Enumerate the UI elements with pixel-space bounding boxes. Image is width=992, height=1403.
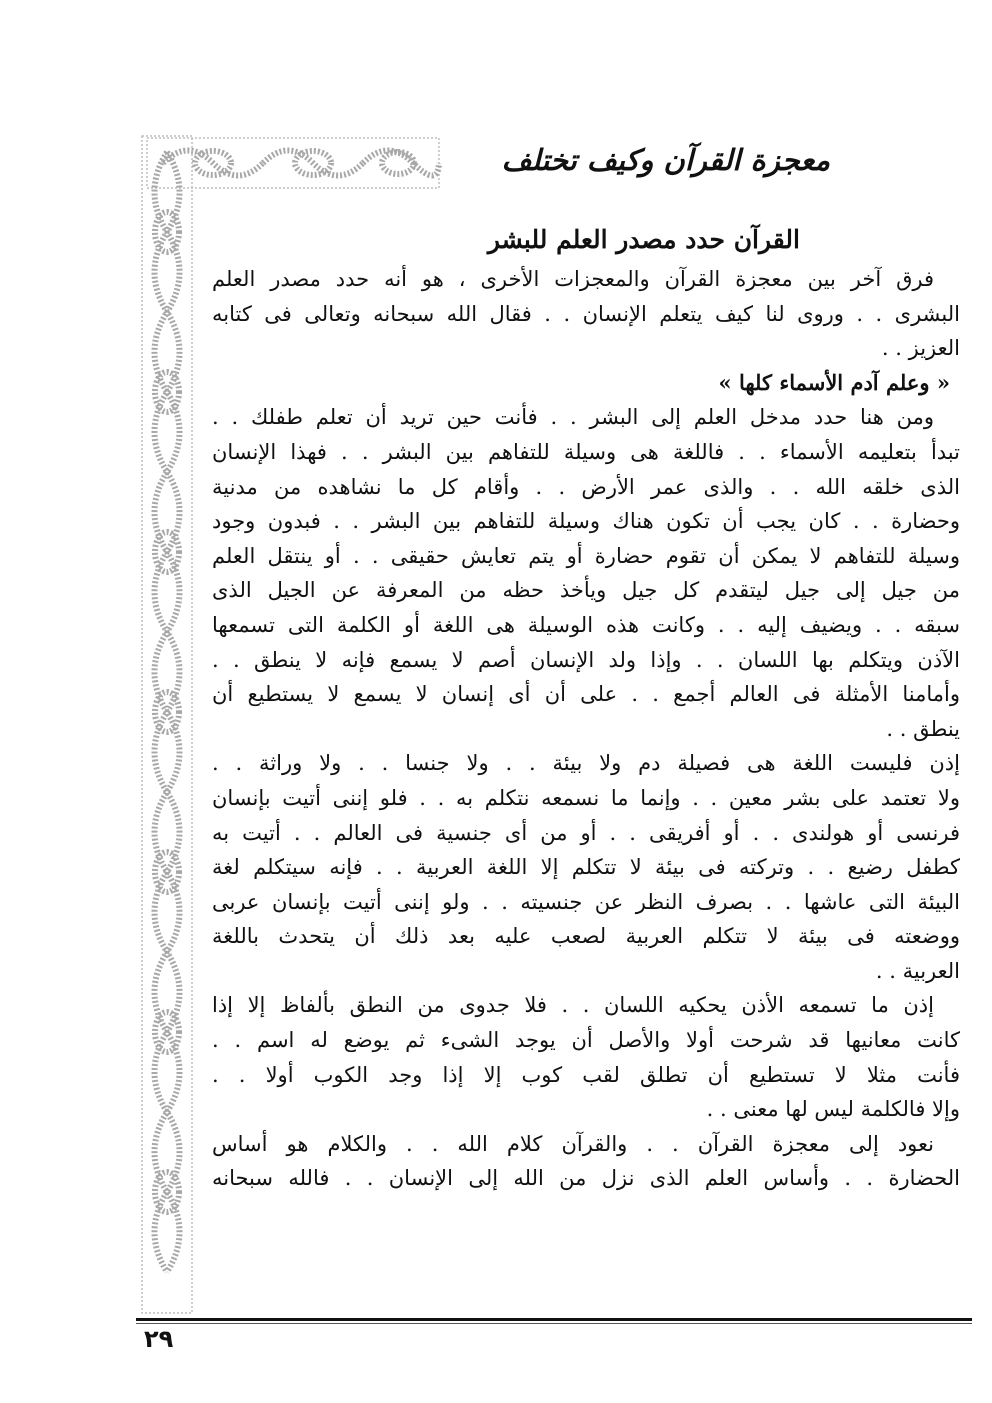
paragraph-line: وأمامنا الأمثلة فى العالم أجمع . . على أن أى إنسان لا يسمع لا يستطيع أن [212, 682, 960, 707]
quran-quote: « وعلم آدم الأسماء كلها » [718, 369, 950, 395]
paragraph-line: سبقه . . ويضيف إليه . . وكانت هذه الوسيلة هى اللغة أو الكلمة التى تسمعها [212, 612, 960, 637]
paragraph-line: نعود إلى معجزة القرآن . . والقرآن كلام الله . . والكلام هو أساس [212, 1131, 934, 1156]
paragraph-line: البشرى . . وروى لنا كيف يتعلم الإنسان . . فقال الله سبحانه وتعالى فى كتابه [212, 301, 960, 326]
paragraph-line: فأنت مثلا لا تستطيع أن تطلق لقب كوب إلا إذا وجد الكوب أولا . . [212, 1062, 960, 1087]
paragraph-line: كطفل رضيع . . وتركته فى بيئة لا تتكلم إلا اللغة العربية . . فإنه سيتكلم لغة [212, 855, 960, 880]
paragraph-line: الذى خلقه الله . . والذى عمر الأرض . . وأقام كل ما نشاهده من مدنية [212, 474, 960, 499]
page-number: ٢٩ [144, 1325, 174, 1353]
paragraph-line: البيئة التى عاشها . . بصرف النظر عن جنسيته . . ولو إننى أتيت بإنسان عربى [212, 889, 960, 914]
paragraph-line: من جيل إلى جيل ليتقدم كل جيل ويأخذ حظه من المعرفة عن الجيل الذى [212, 578, 960, 603]
paragraph-line: العزيز . . [881, 336, 960, 361]
paragraph-line: إذن فليست اللغة هى فصيلة دم ولا بيئة . . ولا جنسا . . ولا وراثة . . [212, 751, 960, 776]
footer-rule [136, 1318, 972, 1321]
paragraph-line: الآذن ويتكلم بها اللسان . . وإذا ولد الإنسان أصم لا يسمع فإنه لا ينطق . . [212, 647, 960, 672]
paragraph-line: فرق آخر بين معجزة القرآن والمعجزات الأخرى ، هو أنه حدد مصدر العلم [212, 267, 934, 291]
ornament-border-left [136, 132, 198, 1317]
paragraph-line: فرنسى أو هولندى . . أو أفريقى . . أو من أى جنسية فى العالم . . أتيت به [212, 820, 960, 845]
paragraph-line: وإلا فالكلمة ليس لها معنى . . [706, 1097, 960, 1122]
section-heading: القرآن حدد مصدر العلم للبشر [487, 225, 800, 254]
paragraph-line: وحضارة . . كان يجب أن تكون هناك وسيلة للتفاهم بين البشر . . فبدون وجود [212, 509, 960, 534]
paragraph-line: ومن هنا حدد مدخل العلم إلى البشر . . فأنت حين تريد أن تعلم طفلك . . [212, 405, 934, 430]
paragraph-line: تبدأ بتعليمه الأسماء . . فاللغة هى وسيلة للتفاهم بين البشر . . فهذا الإنسان [212, 439, 960, 464]
paragraph-line: الحضارة . . وأساس العلم الذى نزل من الله إلى الإنسان . . فالله سبحانه [212, 1166, 960, 1191]
paragraph-line: كانت معانيها قد شرحت أولا والأصل أن يوجد الشىء ثم يوضع له اسم . . [212, 1028, 960, 1053]
paragraph-line: وسيلة للتفاهم لا يمكن أن تقوم حضارة أو يتم تعايش حقيقى . . أو ينتقل العلم [212, 543, 960, 568]
paragraph-line: ووضعته فى بيئة لا تتكلم العربية لصعب عليه بعد ذلك أن يتحدث باللغة [212, 924, 960, 949]
chapter-title: معجزة القرآن وكيف تختلف [501, 143, 830, 177]
paragraph-line: العربية . . [875, 958, 960, 983]
footer-rule-thin [136, 1323, 972, 1324]
paragraph-line: ينطق . . [886, 716, 960, 741]
body-text [212, 262, 960, 1196]
paragraph-line: ولا تعتمد على بشر معين . . وإنما ما نسمعه نتكلم به . . فلو إننى أتيت بإنسان [212, 785, 960, 810]
paragraph-line: إذن ما تسمعه الأذن يحكيه اللسان . . فلا جدوى من النطق بألفاظ إلا إذا [212, 993, 934, 1018]
